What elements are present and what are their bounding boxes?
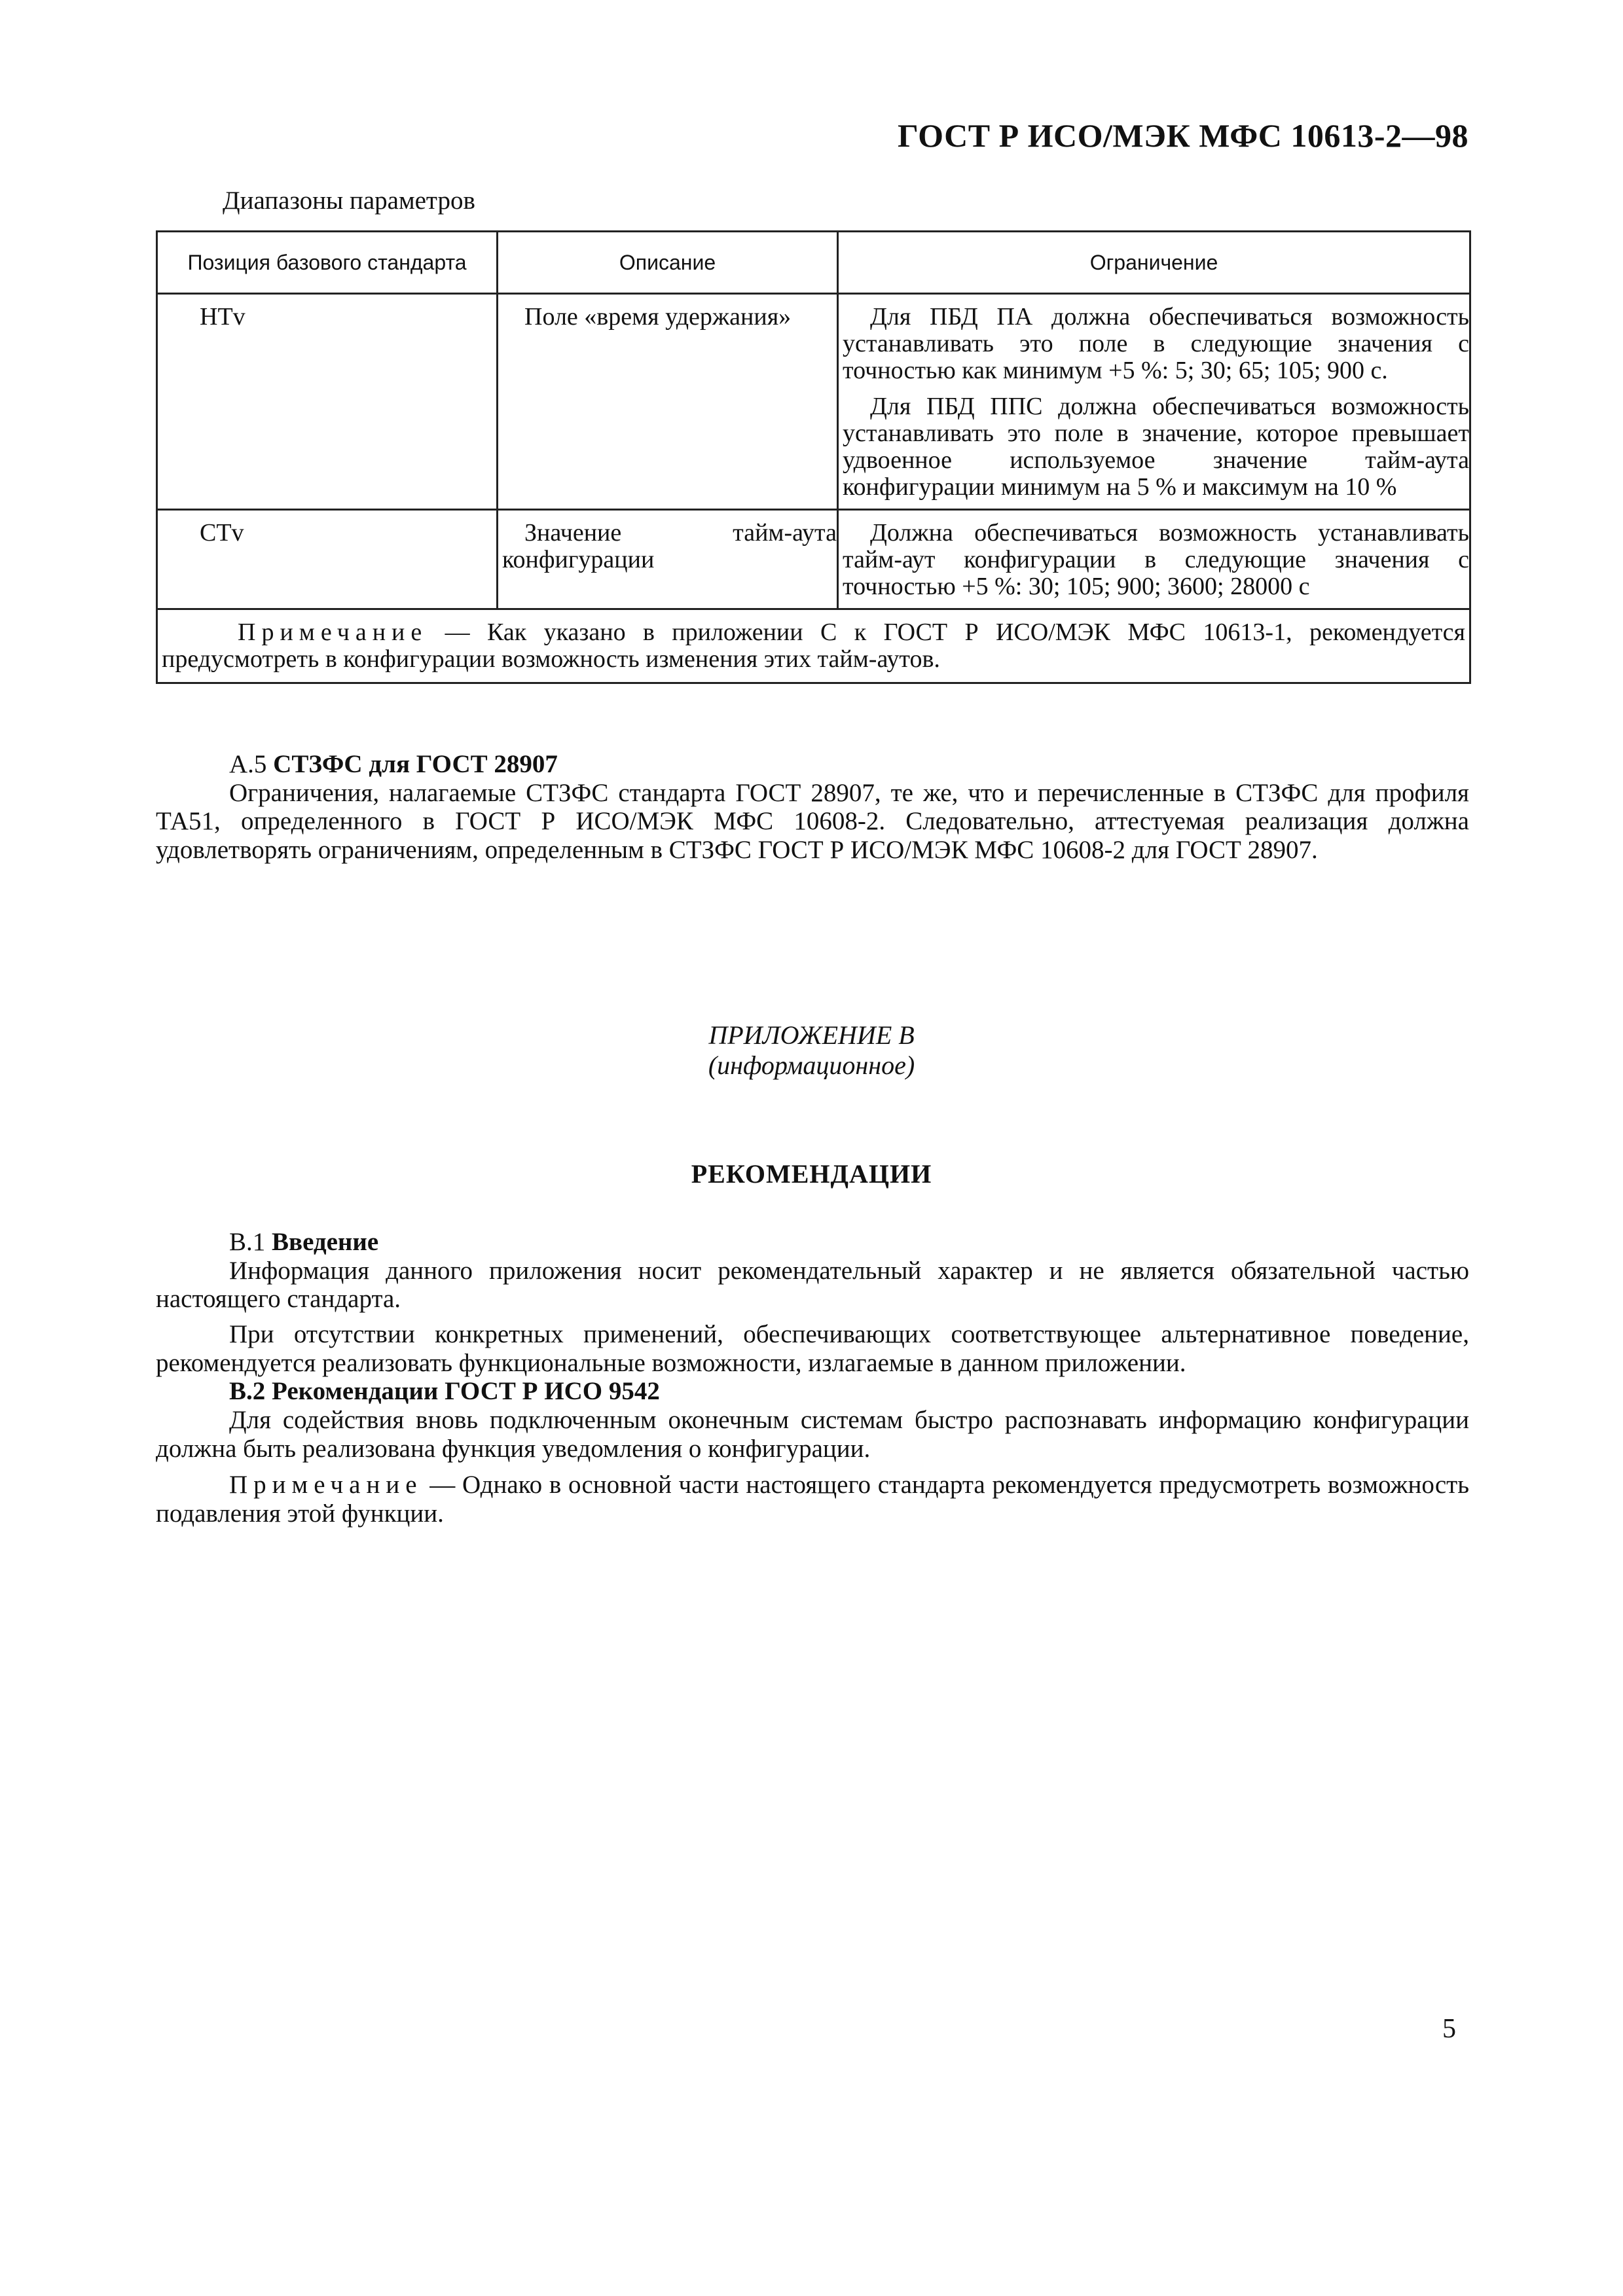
column-header-description: Описание	[498, 232, 838, 294]
description-text: Поле «время удержания»	[524, 303, 792, 331]
table-row	[157, 294, 1470, 510]
recommendations-title: РЕКОМЕНДАЦИИ	[691, 1159, 932, 1189]
section-heading	[156, 1228, 1469, 1257]
limit-text: Должна обеспечиваться возможность устанавливать тайм-аут конфигурации в следующие значения с точностью +5 %: 30; 105; 900; 3600; 28000 с	[843, 519, 1469, 601]
section-paragraph: Информация данного приложения носит рекомендательный характер и не является обязательной частью настоящего стандарта.	[156, 1256, 1469, 1314]
limit-text: Для ПБД ПА должна обеспечиваться возможность устанавливать это поле в следующие значения с точностью как минимум +5 %: 5; 30; 65; 105; 900 с.	[843, 303, 1469, 385]
section-number: В.1	[229, 1228, 266, 1256]
table-caption: Диапазоны параметров	[223, 187, 475, 215]
appendix-subtitle: (информационное)	[708, 1050, 915, 1080]
section-title: Введение	[272, 1228, 379, 1256]
cell-limits	[838, 510, 1470, 609]
cell-description	[498, 294, 838, 510]
cell-description	[498, 510, 838, 609]
table-note	[157, 609, 1470, 683]
table-row	[157, 510, 1470, 609]
section-paragraph: При отсутствии конкретных применений, обеспечивающих соответствующее альтернативное поведение, рекомендуется реализовать функциональные возможности, излагаемые в данном приложении.	[156, 1320, 1469, 1377]
section-heading	[156, 750, 1469, 779]
note-text: — Однако в основной части настоящего стандарта рекомендуется предусмотреть возможность подавления этой функции.	[156, 1471, 1469, 1528]
table-note-row	[157, 609, 1470, 683]
description-text: конфигурации	[502, 546, 655, 574]
document-header: ГОСТ Р ИСО/МЭК МФС 10613-2—98	[898, 117, 1468, 154]
column-header-position: Позиция базового стандарта	[157, 232, 498, 294]
section-title: СТЗФС для ГОСТ 28907	[273, 750, 558, 778]
note-label: Примечание	[229, 1471, 423, 1499]
section-heading	[156, 1377, 1469, 1406]
section-number: А.5	[229, 750, 267, 778]
section-paragraph: Для содействия вновь подключенным оконечным системам быстро распознавать информацию конфигурации должна быть реализована функция уведомления о конфигурации.	[156, 1406, 1469, 1463]
table-header-row	[157, 232, 1470, 294]
section-title: В.2 Рекомендации ГОСТ Р ИСО 9542	[229, 1377, 660, 1406]
cell-position: HTv	[157, 294, 498, 510]
section-paragraph: Ограничения, налагаемые СТЗФС стандарта ГОСТ 28907, те же, что и перечисленные в СТЗФС для профиля ТА51, определенного в ГОСТ Р ИСО/МЭК МФС 10608-2. Следовательно, аттестуемая реализация должна удовлетворять ограничениям, определенным в СТЗФС ГОСТ Р ИСО/МЭК МФС 10608-2 для ГОСТ 28907.	[156, 778, 1469, 865]
description-text: Значение тайм-аута	[524, 519, 837, 547]
limit-text: Для ПБД ППС должна обеспечиваться возможность устанавливать это поле в значение, которое превышает удвоенное используемое значение тайм-аута конфигурации минимум на 5 % и максимум на 10 %	[843, 393, 1469, 501]
page-number: 5	[1442, 2014, 1456, 2044]
parameters-table	[156, 230, 1471, 684]
note-label: Примечание	[238, 619, 428, 647]
section-b	[156, 1228, 1469, 1528]
cell-position: CTv	[157, 510, 498, 609]
section-a5	[156, 750, 1469, 865]
cell-limits	[838, 294, 1470, 510]
note-paragraph	[156, 1471, 1469, 1528]
appendix-title: ПРИЛОЖЕНИЕ В	[708, 1020, 915, 1050]
column-header-limits: Ограничение	[838, 232, 1470, 294]
note-text: — Как указано в приложении С к ГОСТ Р ИСО/МЭК МФС 10613-1, рекомендуется предусмотреть в конфигурации возможность изменения этих тайм-аутов.	[162, 619, 1465, 673]
